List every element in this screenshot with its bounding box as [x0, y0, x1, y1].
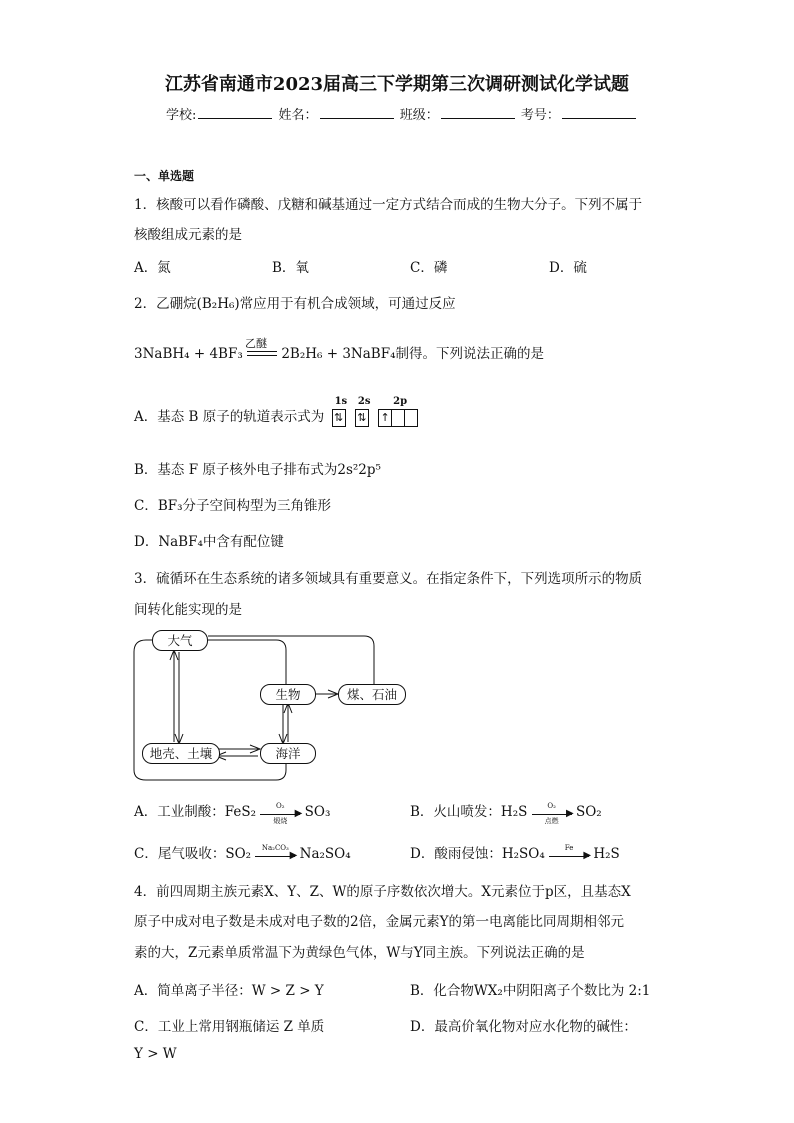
node-atmosphere: 大气 — [152, 630, 208, 651]
q2-eq-condition: 乙醚 — [245, 336, 268, 350]
q3-option-c-post: Na₂SO₄ — [299, 846, 351, 862]
orbital-box — [391, 409, 405, 427]
number-label: 考号： — [520, 108, 560, 123]
q2-option-a-text: A．基态 B 原子的轨道表示式为 — [134, 409, 325, 425]
q3-option-a-pre: A．工业制酸：FeS₂ — [134, 804, 257, 820]
orbital-box: ⇅ — [332, 409, 346, 427]
q1-stem-line1: 1．核酸可以看作磷酸、戊糖和碱基通过一定方式结合而成的生物大分子。下列不属于 — [134, 197, 643, 213]
arrow-bottom-label: 点燃 — [544, 816, 559, 825]
q2-eq-left: 3NaBH₄ + 4BF₃ — [134, 346, 243, 362]
school-label: 学校: — [166, 108, 197, 123]
section-heading: 一、单选题 — [134, 169, 195, 183]
orbital-1s — [333, 395, 348, 427]
q2-equation-line — [134, 336, 544, 362]
arrow-bottom-label: 煅烧 — [273, 816, 288, 825]
q3-option-d-pre: D．酸雨侵蚀：H₂SO₄ — [410, 846, 545, 862]
q2-stem-post: 常应用于有机合成领域，可通过反应 — [239, 296, 456, 312]
q2-stem-pre: 2．乙硼烷 — [134, 296, 197, 312]
q2-option-a — [134, 395, 424, 427]
q4-stem-line1: 4．前四周期主族元素X、Y、Z、W的原子序数依次增大。X元素位于p区，且基态X — [134, 884, 631, 900]
orbital-1s-label: 1s — [334, 395, 348, 407]
q1-option-b: B．氧 — [272, 260, 309, 276]
class-label: 班级： — [399, 108, 439, 123]
q3-option-b-post: SO₂ — [575, 804, 602, 820]
name-blank[interactable] — [320, 106, 394, 119]
q2-formula: (B₂H₆) — [196, 296, 240, 312]
q1-option-c: C．磷 — [410, 260, 448, 276]
q3-option-c-pre: C．尾气吸收：SO₂ — [134, 846, 252, 862]
class-blank[interactable] — [441, 106, 515, 119]
q4-option-d: D．最高价氧化物对应水化物的碱性： — [410, 1019, 637, 1035]
q2-option-b — [134, 458, 381, 478]
q4-option-d-cont: Y > W — [134, 1046, 177, 1062]
q3-option-a-post: SO₃ — [304, 804, 331, 820]
q3-option-b-pre: B．火山喷发：H₂S — [410, 804, 528, 820]
q3-option-d-post: H₂S — [593, 846, 620, 862]
q2-stem-line1 — [134, 292, 456, 312]
q2-option-b-text: B．基态 F 原子核外电子排布式为 — [134, 462, 338, 478]
page-title: 江苏省南通市2023届高三下学期第三次调研测试化学试题 — [164, 74, 630, 95]
arrow-top-label: Fe — [564, 843, 574, 852]
node-ocean: 海洋 — [260, 743, 316, 764]
q4-option-a: A．简单离子半径：W > Z > Y — [134, 983, 324, 999]
orbital-box — [404, 409, 418, 427]
reaction-arrow: O₂ ▶ 点燃 — [532, 807, 572, 819]
arrow-top-label: Na₂CO₃ — [261, 843, 289, 852]
reaction-arrow: O₂ ▶ 煅烧 — [260, 807, 300, 819]
reaction-arrow: Fe ▶ — [549, 849, 589, 861]
orbital-2s — [356, 395, 371, 427]
q4-option-c: C．工业上常用钢瓶储运 Z 单质 — [134, 1019, 325, 1035]
q2-option-c-formula: C．BF₃ — [134, 498, 183, 514]
q2-option-c — [134, 494, 331, 514]
orbital-box: ⇅ — [355, 409, 369, 427]
q2-option-d-formula: D．NaBF₄ — [134, 534, 203, 550]
orbital-2p-label: 2p — [393, 395, 408, 407]
q3-option-d — [410, 842, 620, 862]
node-crust-soil: 地壳、土壤 — [142, 743, 220, 764]
q2-option-c-text: 分子空间构型为三角锥形 — [182, 498, 332, 514]
q2-option-d-text: 中含有配位键 — [202, 534, 284, 550]
q1-stem-line2: 核酸组成元素的是 — [134, 227, 242, 243]
q3-stem-line2: 间转化能实现的是 — [134, 602, 242, 618]
node-coal-oil: 煤、石油 — [338, 684, 406, 705]
orbital-box: ↑ — [378, 409, 392, 427]
reaction-arrow: Na₂CO₃ ▶ — [255, 849, 295, 861]
q2-option-b-formula: 2s²2p⁵ — [337, 462, 381, 478]
number-blank[interactable] — [562, 106, 636, 119]
q3-option-c — [134, 842, 351, 862]
q1-option-d: D．硫 — [549, 260, 587, 276]
q2-eq-right: 2B₂H₆ + 3NaBF₄ — [281, 346, 396, 362]
q2-option-d — [134, 530, 284, 550]
q2-eq-arrow — [245, 336, 277, 362]
q4-option-b: B．化合物WX₂中阴阳离子个数比为 2:1 — [410, 983, 651, 999]
q1-option-a: A．氮 — [134, 260, 171, 276]
node-biosphere: 生物 — [260, 684, 316, 705]
orbital-2s-label: 2s — [357, 395, 371, 407]
q2-eq-tail: 制得。下列说法正确的是 — [395, 346, 544, 362]
orbital-2p — [379, 395, 418, 427]
arrow-top-label: O₂ — [547, 801, 556, 810]
q3-stem-line1: 3．硫循环在生态系统的诸多领域具有重要意义。在指定条件下，下列选项所示的物质 — [134, 571, 643, 587]
student-info-line — [166, 104, 638, 123]
arrow-top-label: O₂ — [276, 801, 285, 810]
q4-stem-line2: 原子中成对电子数是未成对电子数的2倍，金属元素Y的第一电离能比同周期相邻元 — [134, 914, 625, 930]
name-label: 姓名： — [278, 108, 318, 123]
school-blank[interactable] — [198, 106, 272, 119]
q4-stem-line3: 素的大，Z元素单质常温下为黄绿色气体，W与Y同主族。下列说法正确的是 — [134, 945, 585, 961]
q3-option-a — [134, 800, 331, 825]
q3-option-b — [410, 800, 602, 825]
